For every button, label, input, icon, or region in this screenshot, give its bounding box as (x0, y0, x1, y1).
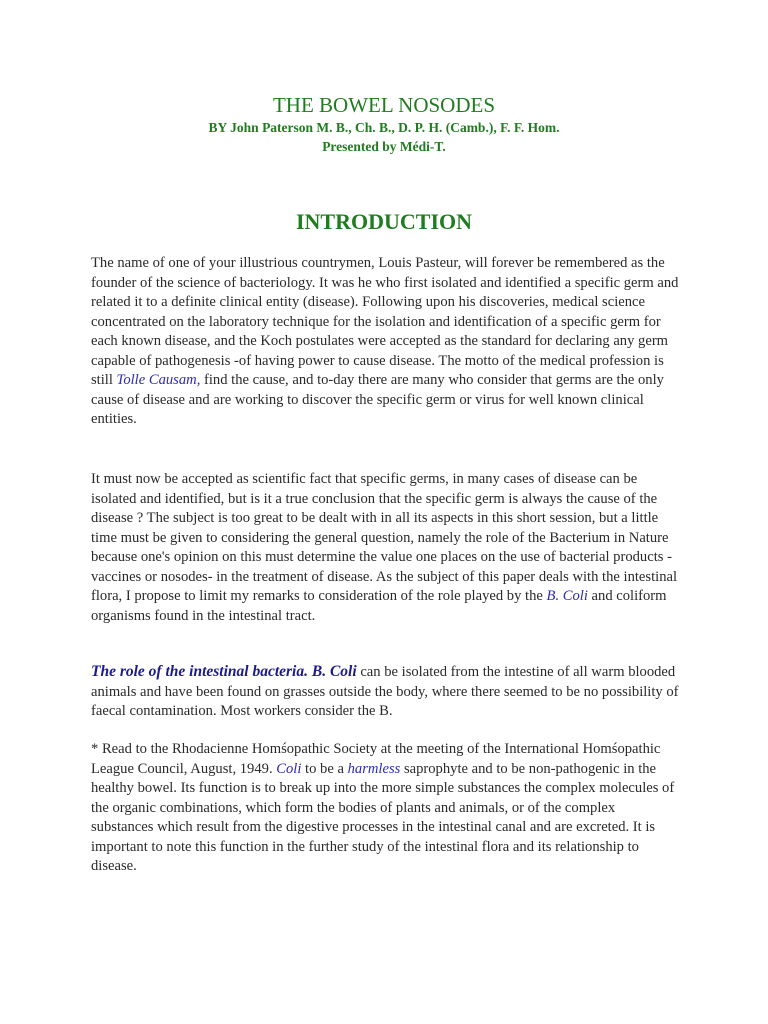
author-byline: BY John Paterson M. B., Ch. B., D. P. H. (Camb.), F. F. Hom. (208, 120, 560, 135)
presented-by: Presented by Médi-T. (322, 139, 446, 154)
paragraph-2 (91, 470, 681, 626)
section-title-introduction: INTRODUCTION (295, 209, 473, 234)
paragraph-1-text-b: find the cause, and to-day there are many who consider that germs are the only cause of disease and are working to discover the specific germ or virus for well known clinical entities. (91, 372, 664, 427)
paragraph-3 (91, 662, 681, 722)
paragraph-2-text-a: It must now be accepted as scientific fact that specific germs, in many cases of disease can be isolated and identified, but is it a true conclusion that the specific germ is always the cause of the disease ? The subject is too great to be dealt with in all its aspects in this short session, but a little time must be given to considering the general question, namely the role of the Bacterium in Nature because one's opinion on this must determine the value one places on the use of bacterial products -vaccines or nosodes- in the treatment of disease. As the subject of this paper deals with the intestinal flora, I propose to limit my remarks to consideration of the role played by the (91, 471, 678, 604)
paragraph-3-text: can be isolated from the intestine of all warm blooded animals and have been found on grasses outside the body, where there seemed to be no possibility of faecal contamination. Most workers consider the B. (91, 664, 679, 719)
paragraph-1 (91, 254, 681, 430)
paragraph-4-footnote (91, 740, 681, 877)
paragraph-1-text-a: The name of one of your illustrious countrymen, Louis Pasteur, will forever be remembered as the founder of the science of bacteriology. It was he who first isolated and identified a specific germ and related it to a definite clinical entity (disease). Following upon his discoveries, medical science concentrated on the laboratory technique for the isolation and identification of a specific germ for each known disease, and the Koch postulates were accepted as the standard for declaring any germ capable of pathogenesis -of having power to cause disease. The motto of the medical profession is still (91, 255, 679, 388)
term-coli: Coli (276, 760, 302, 777)
document-header (0, 92, 768, 156)
paragraph-4-text-b: to be a (301, 760, 348, 777)
term-harmless: harmless (347, 760, 401, 777)
term-b-coli: B. Coli (546, 588, 588, 604)
paragraph-4-text-c: saprophyte and to be non-pathogenic in the healthy bowel. Its function is to break up into the more simple substances the complex molecules of the organic combinations, which form the bodies of plants and animals, or of the complex substances which result from the digestive processes in the intestinal canal and are excreted. It is important to note this function in the further study of the intestinal flora and its relationship to disease. (91, 760, 675, 874)
document-title: THE BOWEL NOSODES (272, 93, 496, 117)
paragraph-4-text-a: * Read to the Rhodacienne Homśopathic Society at the meeting of the International Homśopathic League Council, August, 1949. (91, 741, 661, 777)
subheading-intestinal-bacteria: The role of the intestinal bacteria. B. Coli (91, 663, 357, 680)
paragraph-2-text-b: and coliform organisms found in the intestinal tract. (91, 588, 667, 624)
term-tolle-causam: Tolle Causam, (116, 372, 201, 388)
